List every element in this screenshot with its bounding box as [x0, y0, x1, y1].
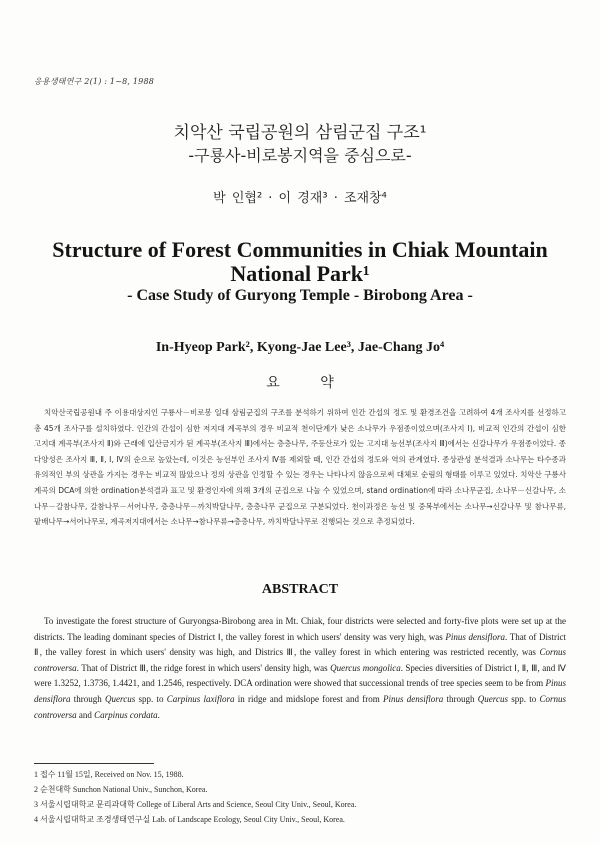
footnote-1: 1 접수 11월 15일, Received on Nov. 15, 1988.: [34, 770, 184, 779]
english-abstract-text: To investigate the forest structure of Guryongsa-Birobong area in Mt. Chiak, four districts were selected and forty-five plots were set up at the districts. The leading dominant species of District Ⅰ, the valley forest in which users' density was very high, was Pinus densiflora. That of District Ⅱ, the valley forest in which users' density was high, and Districs Ⅲ, the valley forest in which entering was restricted recently, was Cornus controversa. That of District Ⅲ, the ridge forest in which users' density high, was Quercus mongolica. Species diversities of District Ⅰ, Ⅱ, Ⅲ, and Ⅳ were 1.3252, 1.3736, 1.4421, and 1.2546, respectively. DCA ordination were showed that successional trends of tree species seem to be from Pinus densiflora through Quercus spp. to Carpinus laxiflora in ridge and midslope forest and from Pinus densiflora through Quercus spp. to Cornus controversa and Carpinus cordata.: [34, 616, 567, 720]
species-name: Cornus controversa: [34, 693, 567, 720]
species-name: Pinus densiflora: [34, 678, 566, 704]
english-subtitle: - Case Study of Guryong Temple - Birobong Area -: [127, 287, 473, 304]
korean-abstract-heading: 요 약: [266, 375, 352, 391]
species-name: Quercus: [477, 693, 508, 704]
journal-citation: 응용생태연구 2(1) : 1~8, 1988: [34, 77, 155, 86]
species-name: Carpinus cordata: [94, 709, 158, 720]
korean-abstract-text: 치악산국립공원내 주 이용대상지인 구룡사－비로봉 일대 삼림군집의 구조를 분석하기 위하여 인간 간섭의 정도 및 환경조건을 고려하여 4개 조사지를 선정하고 총 45개 조사구를 설치하였다. 인간의 간섭이 심한 저지대 계곡부의 경우 비교적 천이단계가 낮은 소나무가 우점종이었으며(조사지 Ⅰ), 비교적 인간의 간섭이 심한 고지대 계곡부(조사지 Ⅱ)와 근래에 입산금지가 된 계곡부(조사지 Ⅲ)에서는 층층나무, 주등산로가 있는 고지대 능선부(조사지 Ⅲ)에서는 신갈나무가 우점종이었다. 종다양성은 조사지 Ⅲ, Ⅱ, Ⅰ, Ⅳ의 순으로 높았는데, 이것은 능선부인 조사지 Ⅳ를 제외할 때, 인간 간섭의 정도와 역의 관계였다. 종상관성 분석결과 소나무는 타수종과 유의적인 부의 상관을 가지는 경우는 비교적 많았으나 정의 상관을 인정할 수 있는 경우는 나타나지 않음으로써 대체로 순림의 형태를 이루고 있었다. 치악산 구룡사 계곡의 DCA에 의한 ordination분석결과 표고 및 환경인자에 의해 3개의 군집으로 나눌 수 있었으며, stand ordination에 따라 소나무군집, 소나무－신갈나무, 소나무－갈참나무, 갈참나무－서어나무, 층층나무－까치박달나무, 층층나무 군집으로 구분되었다. 천이과정은 능선 및 중복부에서는 소나무→신갈나무 및 참나무류, 팥배나무→서어나무로, 계곡저지대에서는 소나무→참나무류→층층나무, 까치박달나무로 진행되는 것으로 추정되었다.: [34, 408, 566, 527]
footnotes: [34, 767, 566, 827]
english-title: [0, 238, 600, 286]
footnote-3: 3 서울시립대학교 문리과대학 College of Liberal Arts and Science, Seoul City Univ., Seoul, Korea.: [34, 800, 357, 809]
english-abstract: [34, 614, 566, 723]
species-name: Cornus controversa: [34, 647, 566, 673]
english-title-line-2: National Park¹: [230, 261, 370, 286]
korean-abstract: [34, 405, 566, 530]
abstract-heading: ABSTRACT: [261, 582, 339, 597]
species-name: Carpinus laxiflora: [166, 693, 235, 704]
english-authors: In-Hyeop Park², Kyong-Jae Lee³, Jae-Chang Jo⁴: [155, 340, 445, 355]
korean-authors: 박 인협² · 이 경재³ · 조재창⁴: [213, 191, 387, 206]
species-name: Pinus densiflora: [383, 693, 444, 704]
korean-subtitle: -구룡사-비로봉지역을 중심으로-: [188, 146, 412, 165]
footnote-2: 2 순천대학 Sunchon National Univ., Sunchon, Korea.: [34, 785, 208, 794]
species-name: Quercus: [105, 693, 136, 704]
english-title-line-1: Structure of Forest Communities in Chiak Mountain: [52, 237, 548, 262]
species-name: Quercus mongolica: [330, 662, 401, 673]
footnote-4: 4 서울시립대학교 조경생태연구실 Lab. of Landscape Ecology, Seoul City Univ., Seoul, Korea.: [34, 815, 345, 824]
species-name: Pinus densiflora: [445, 631, 506, 642]
footnote-divider: [34, 763, 154, 764]
korean-title: 치악산 국립공원의 삼림군집 구조¹: [173, 123, 427, 143]
